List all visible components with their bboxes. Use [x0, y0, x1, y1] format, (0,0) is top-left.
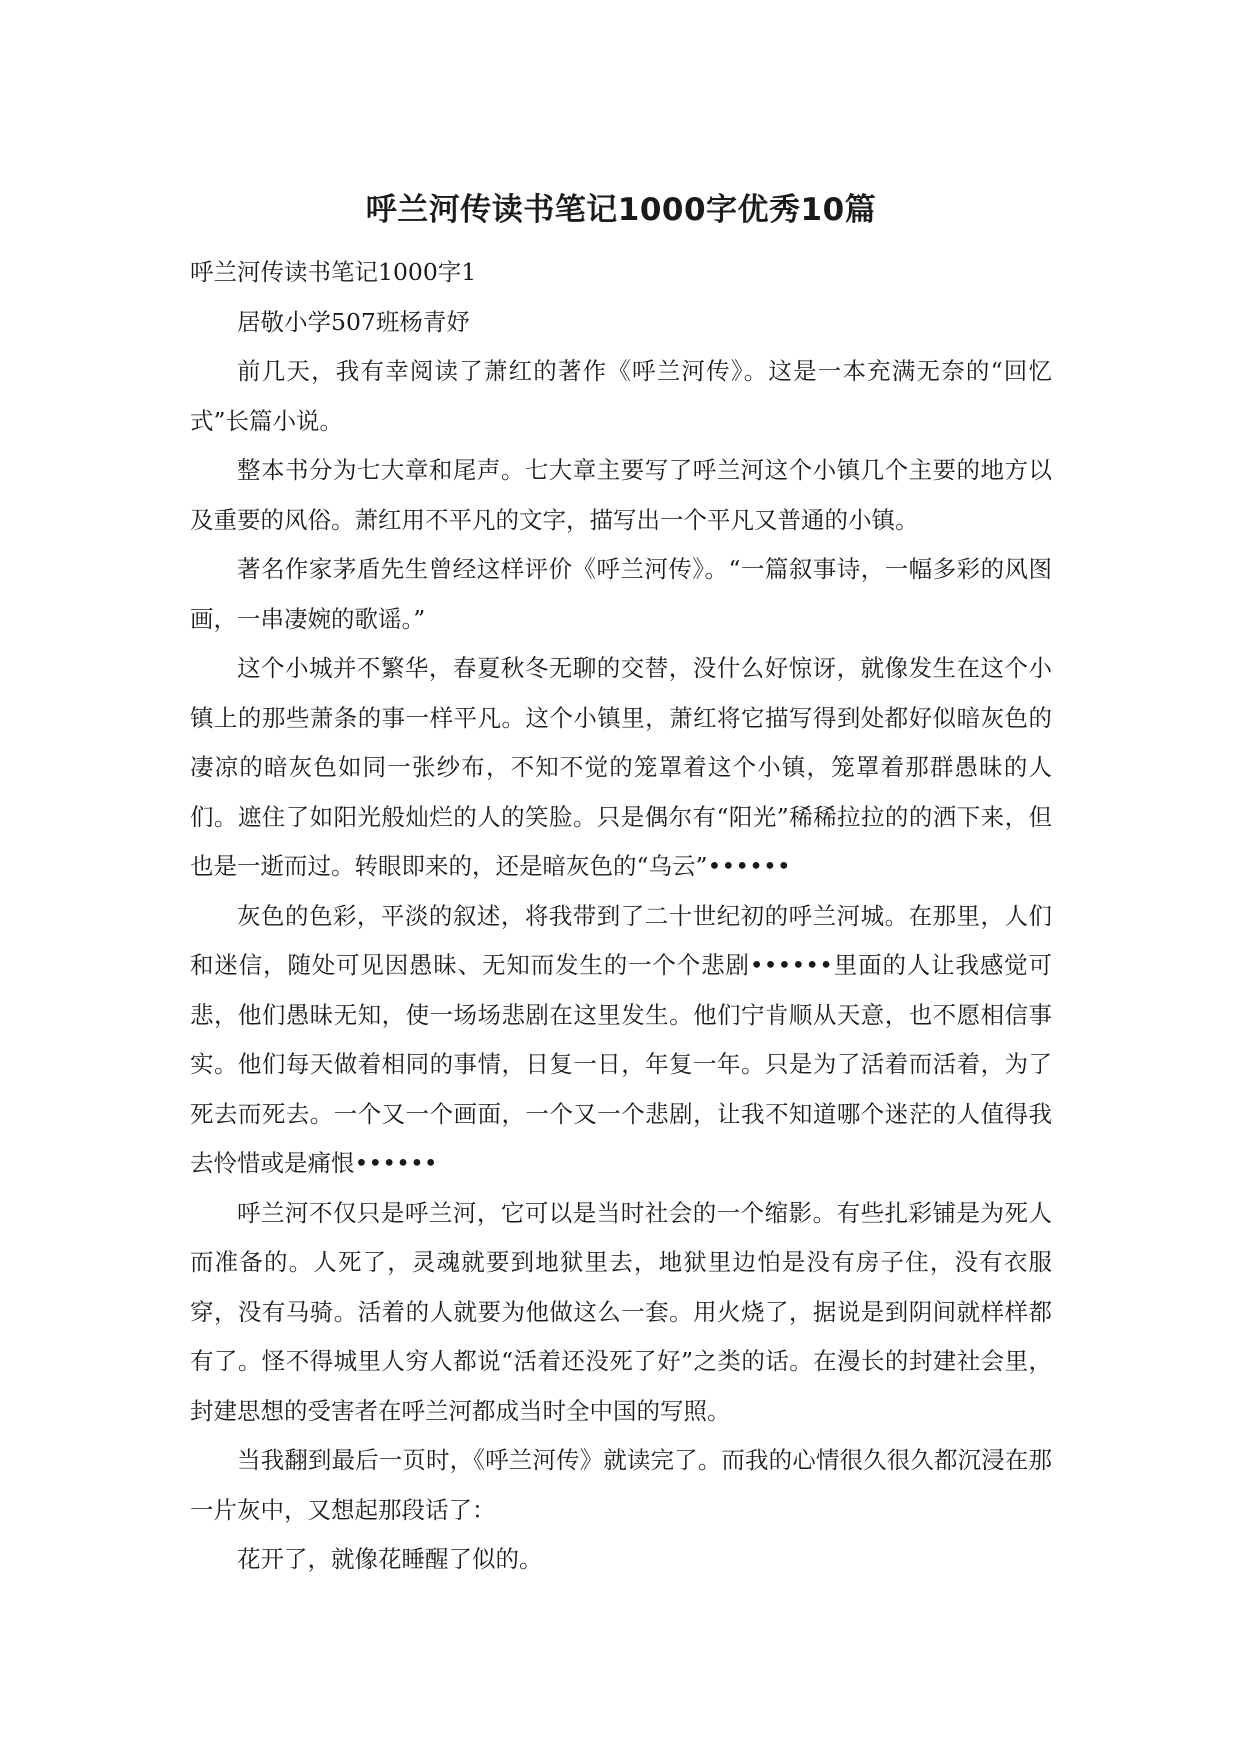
paragraph-5: 灰色的色彩，平淡的叙述，将我带到了二十世纪初的呼兰河城。在那里，人们和迷信，随处可见因愚昧、无知而发生的一个个悲剧••••••里面的人让我感觉可悲，他们愚昧无知，使一场场悲剧在这里发生。他们宁肯顺从天意，也不愿相信事实。他们每天做着相同的事情，日复一日，年复一年。只是为了活着而活着，为了死去而死去。一个又一个画面，一个又一个悲剧，让我不知道哪个迷茫的人值得我去怜惜或是痛恨•••••• — [190, 901, 1052, 1177]
paragraph-4: 这个小城并不繁华，春夏秋冬无聊的交替，没什么好惊讶，就像发生在这个小镇上的那些萧条的事一样平凡。这个小镇里，萧红将它描写得到处都好似暗灰色的凄凉的暗灰色如同一张纱布，不知不觉的笼罩着这个小镇，笼罩着那群愚昧的人们。遮住了如阳光般灿烂的人的笑脸。只是偶尔有“阳光”稀稀拉拉的的洒下来，但也是一逝而过。转眼即来的，还是暗灰色的“乌云”•••••• — [190, 654, 1052, 880]
paragraph-1: 前几天，我有幸阅读了萧红的著作《呼兰河传》。这是一本充满无奈的“回忆式”长篇小说。 — [190, 357, 1052, 435]
author-line: 居敬小学507班杨青妤 — [237, 307, 470, 336]
document-page — [190, 188, 1052, 1585]
section-heading: 呼兰河传读书笔记1000字1 — [190, 258, 477, 286]
paragraph-8: 花开了，就像花睡醒了似的。 — [237, 1545, 543, 1573]
paragraph-7: 当我翻到最后一页时，《呼兰河传》就读完了。而我的心情很久很久都沉浸在那一片灰中，又想起那段话了： — [190, 1446, 1052, 1524]
document-title: 呼兰河传读书笔记1000字优秀10篇 — [365, 192, 877, 228]
paragraph-3: 著名作家茅盾先生曾经这样评价《呼兰河传》。“一篇叙事诗，一幅多彩的风图画，一串凄婉的歌谣。” — [190, 555, 1052, 633]
paragraph-6: 呼兰河不仅只是呼兰河，它可以是当时社会的一个缩影。有些扎彩铺是为死人而准备的。人死了，灵魂就要到地狱里去，地狱里边怕是没有房子住，没有衣服穿，没有马骑。活着的人就要为他做这么一套。用火烧了，据说是到阴间就样样都有了。怪不得城里人穷人都说“活着还没死了好”之类的话。在漫长的封建社会里，封建思想的受害者在呼兰河都成当时全中国的写照。 — [190, 1198, 1052, 1425]
paragraph-2: 整本书分为七大章和尾声。七大章主要写了呼兰河这个小镇几个主要的地方以及重要的风俗。萧红用不平凡的文字，描写出一个平凡又普通的小镇。 — [190, 456, 1052, 534]
